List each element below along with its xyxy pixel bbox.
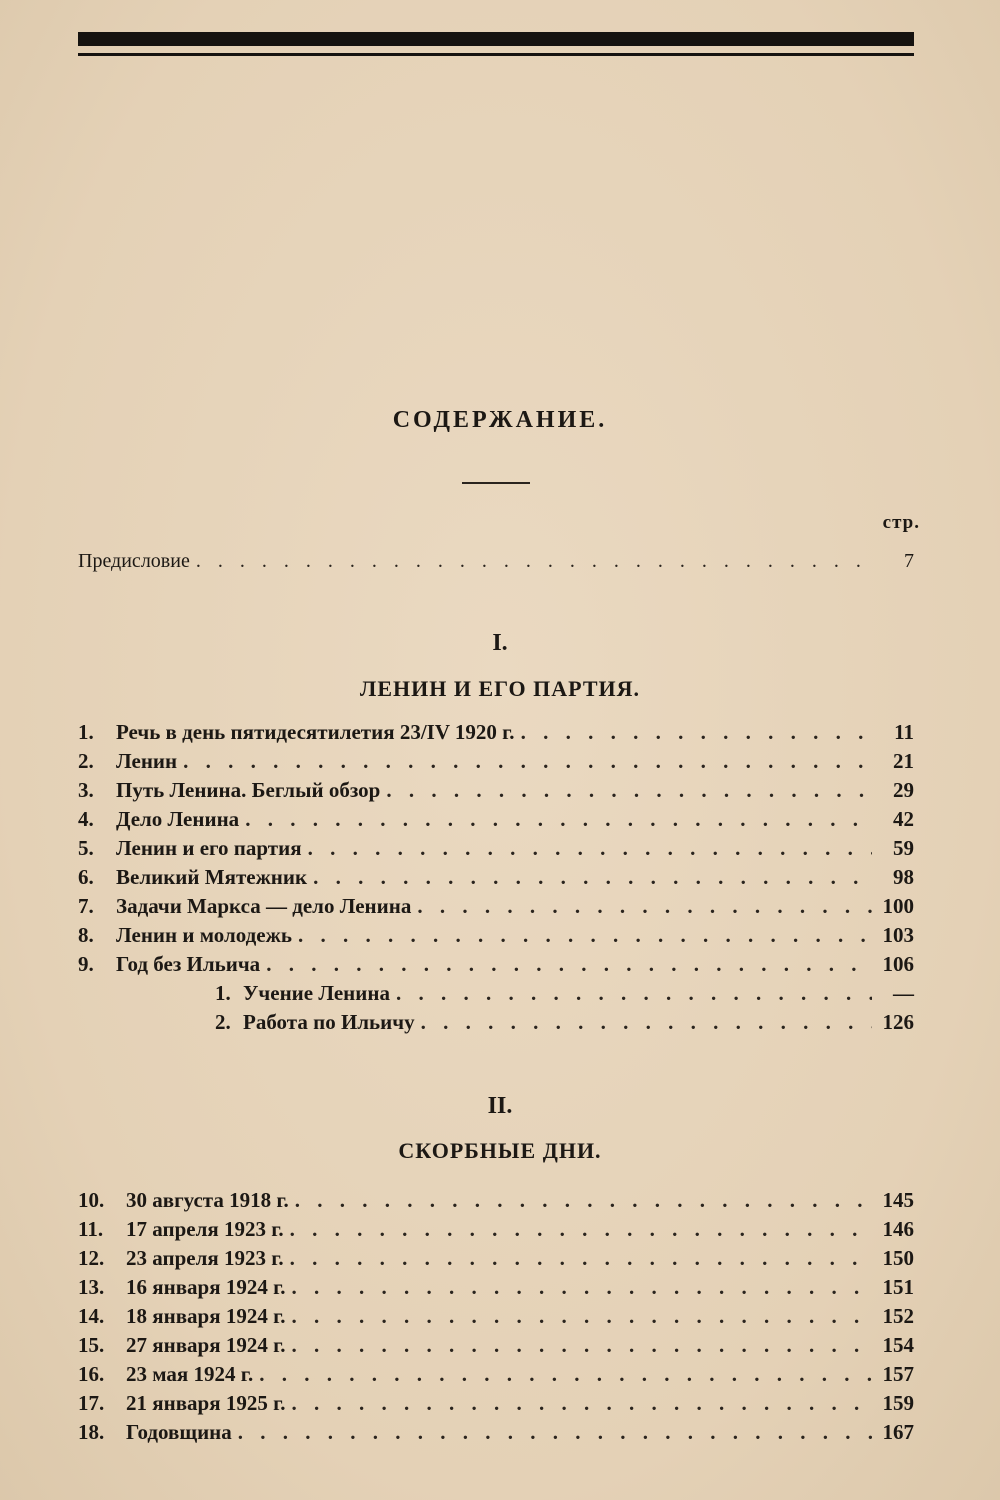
title-underline — [462, 482, 530, 484]
toc-entry-page: 151 — [882, 1275, 914, 1299]
toc-entry[interactable] — [78, 1391, 914, 1420]
toc-entry-label: 30 августа 1918 г. — [126, 1188, 289, 1212]
section-number: I. — [492, 630, 508, 656]
page-column-label: стр. — [882, 512, 920, 533]
toc-entry-label: Учение Ленина — [243, 981, 390, 1005]
toc-entry-page: 7 — [904, 550, 914, 572]
leader-dots — [290, 1217, 872, 1242]
section-title: СКОРБНЫЕ ДНИ. — [398, 1138, 602, 1163]
toc-entry-number: 12. — [78, 1246, 105, 1270]
toc-entry-page: 21 — [893, 749, 914, 773]
toc-entry[interactable] — [78, 894, 914, 923]
toc-entry[interactable] — [78, 1333, 914, 1362]
toc-entry[interactable] — [78, 749, 914, 778]
toc-entry-label: Работа по Ильичу — [243, 1010, 415, 1034]
toc-entry[interactable] — [78, 836, 914, 865]
toc-entry-number: 6. — [78, 865, 94, 889]
toc-entry-page: 100 — [882, 894, 914, 918]
toc-entry-number: 4. — [78, 807, 94, 831]
toc-entry-preface[interactable] — [78, 550, 914, 579]
toc-entry-label: Предисловие — [78, 550, 190, 572]
toc-entry-label: 17 апреля 1923 г. — [126, 1217, 284, 1241]
toc-entry-label: 21 января 1925 г. — [126, 1391, 286, 1415]
leader-dots — [417, 894, 872, 919]
toc-entry-number: 18. — [78, 1420, 105, 1444]
toc-entry-page: 42 — [893, 807, 914, 831]
toc-entry-label: Задачи Маркса — дело Ленина — [116, 894, 412, 918]
toc-entry-label: Великий Мятежник — [116, 865, 308, 889]
toc-entry[interactable] — [78, 1217, 914, 1246]
leader-dots — [290, 1246, 872, 1271]
toc-entry-page: 106 — [882, 952, 914, 976]
toc-entry-label: Дело Ленина — [116, 807, 240, 831]
leader-dots — [196, 550, 872, 573]
toc-entry-label: Год без Ильича — [116, 952, 261, 976]
toc-entry-number: 15. — [78, 1333, 105, 1357]
leader-dots — [292, 1275, 872, 1300]
section-number: II. — [487, 1093, 513, 1119]
toc-entry-number: 16. — [78, 1362, 105, 1386]
toc-entry-label: Ленин — [116, 749, 178, 773]
toc-entry[interactable] — [78, 1188, 914, 1217]
toc-entry-page: 11 — [894, 720, 914, 744]
toc-entry[interactable] — [78, 923, 914, 952]
toc-entry-page: 152 — [882, 1304, 914, 1328]
leader-dots — [313, 865, 872, 890]
toc-entry-page: 29 — [893, 778, 914, 802]
top-thin-rule — [78, 53, 914, 56]
page-title: СОДЕРЖАНИЕ. — [392, 407, 608, 433]
toc-entry-number: 3. — [78, 778, 94, 802]
toc-entry-number: 2. — [78, 749, 94, 773]
toc-entry-label: 16 января 1924 г. — [126, 1275, 286, 1299]
toc-entry[interactable] — [78, 1304, 914, 1333]
toc-entry-page: 145 — [882, 1188, 914, 1212]
toc-entry-number: 1. — [215, 981, 231, 1005]
toc-entry-number: 2. — [215, 1010, 231, 1034]
toc-entry-label: Речь в день пятидесятилетия 23/IV 1920 г. — [116, 720, 515, 744]
toc-entry-page: 154 — [882, 1333, 914, 1357]
toc-entry-label: 23 мая 1924 г. — [126, 1362, 254, 1386]
leader-dots — [521, 720, 872, 745]
leader-dots — [259, 1362, 872, 1387]
toc-entry[interactable] — [215, 1010, 914, 1039]
toc-entry[interactable] — [78, 1246, 914, 1275]
toc-entry-number: 8. — [78, 923, 94, 947]
section-title: ЛЕНИН И ЕГО ПАРТИЯ. — [359, 676, 641, 701]
toc-entry-number: 17. — [78, 1391, 105, 1415]
leader-dots — [308, 836, 872, 861]
toc-entry-label: Путь Ленина. Беглый обзор — [116, 778, 381, 802]
leader-dots — [295, 1188, 872, 1213]
toc-entry-page: 167 — [882, 1420, 914, 1444]
toc-entry-number: 9. — [78, 952, 94, 976]
toc-entry-page: 59 — [893, 836, 914, 860]
leader-dots — [396, 981, 872, 1006]
toc-entry[interactable] — [78, 1362, 914, 1391]
leader-dots — [421, 1010, 872, 1035]
leader-dots — [183, 749, 872, 774]
toc-entry[interactable] — [78, 720, 914, 749]
toc-entry-page: 146 — [882, 1217, 914, 1241]
toc-entry-number: 5. — [78, 836, 94, 860]
leader-dots — [238, 1420, 872, 1445]
leader-dots — [298, 923, 872, 948]
toc-entry-page: 126 — [882, 1010, 914, 1034]
toc-entry-number: 7. — [78, 894, 94, 918]
toc-entry[interactable] — [78, 1275, 914, 1304]
toc-entry-number: 11. — [78, 1217, 104, 1241]
toc-entry-label: 18 января 1924 г. — [126, 1304, 286, 1328]
toc-entry-label: Годовщина — [126, 1420, 232, 1444]
toc-entry-label: Ленин и его партия — [116, 836, 302, 860]
toc-entry[interactable] — [78, 952, 914, 981]
toc-entry-page: 103 — [882, 923, 914, 947]
toc-entry-label: Ленин и молодежь — [116, 923, 292, 947]
leader-dots — [292, 1304, 872, 1329]
leader-dots — [266, 952, 872, 977]
toc-entry[interactable] — [215, 981, 914, 1010]
top-thick-rule — [78, 32, 914, 46]
leader-dots — [292, 1391, 872, 1416]
toc-entry-number: 13. — [78, 1275, 105, 1299]
leader-dots — [292, 1333, 872, 1358]
toc-entry[interactable] — [78, 778, 914, 807]
toc-entry[interactable] — [78, 807, 914, 836]
toc-entry-page: — — [893, 981, 914, 1005]
leader-dots — [386, 778, 872, 803]
toc-entry-page: 98 — [893, 865, 914, 889]
toc-entry-page: 159 — [882, 1391, 914, 1415]
toc-entry-page: 157 — [882, 1362, 914, 1386]
toc-entry-page: 150 — [882, 1246, 914, 1270]
toc-entry[interactable] — [78, 1420, 914, 1449]
toc-entry-label: 27 января 1924 г. — [126, 1333, 286, 1357]
toc-entry[interactable] — [78, 865, 914, 894]
toc-entry-number: 10. — [78, 1188, 105, 1212]
leader-dots — [245, 807, 872, 832]
toc-entry-label: 23 апреля 1923 г. — [126, 1246, 284, 1270]
toc-entry-number: 14. — [78, 1304, 105, 1328]
toc-entry-number: 1. — [78, 720, 94, 744]
